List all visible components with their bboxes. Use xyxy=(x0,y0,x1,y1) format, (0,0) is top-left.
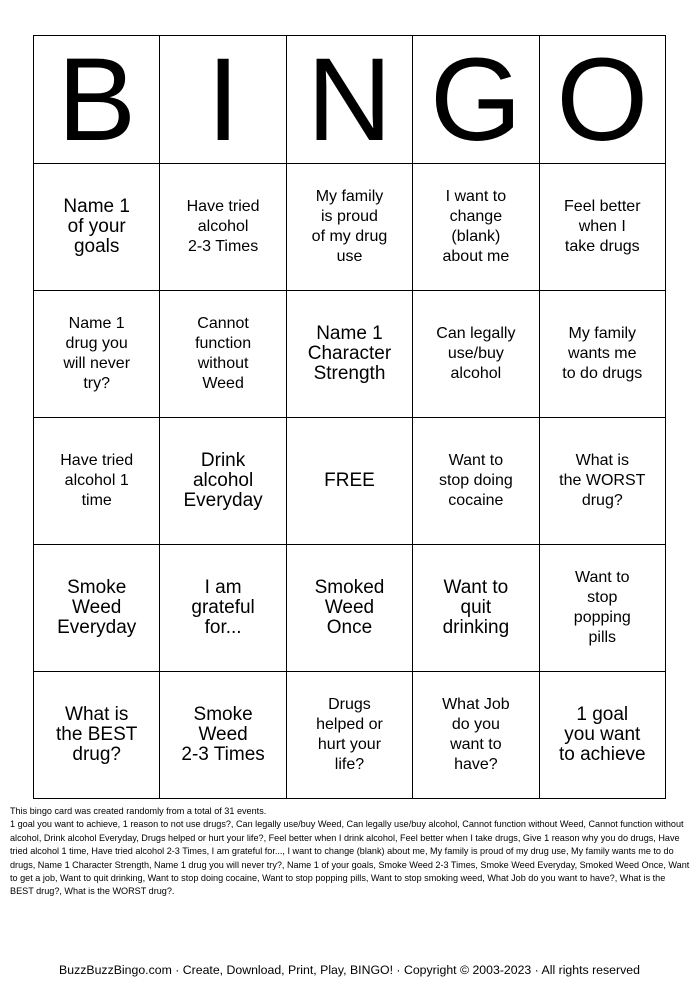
bingo-row xyxy=(34,545,666,672)
cell-text: What is the WORST drug? xyxy=(559,452,646,509)
bingo-cell xyxy=(413,418,539,545)
bingo-cell xyxy=(539,291,665,418)
bingo-cell xyxy=(286,164,412,291)
bingo-cell xyxy=(413,164,539,291)
bingo-cell xyxy=(160,545,286,672)
footer-copyright: BuzzBuzzBingo.com · Create, Download, Print, Play, BINGO! · Copyright © 2003-2023 · All rights reserved xyxy=(59,963,640,977)
bingo-row xyxy=(34,164,666,291)
cell-text: Smoke Weed 2-3 Times xyxy=(181,704,265,765)
bingo-cell xyxy=(413,291,539,418)
free-space-cell xyxy=(286,418,412,545)
cell-text: Cannot function without Weed xyxy=(195,315,252,392)
free-space-text: FREE xyxy=(324,470,375,491)
bingo-cell xyxy=(539,164,665,291)
bingo-cell xyxy=(286,545,412,672)
bingo-cell xyxy=(34,418,160,545)
bingo-cell xyxy=(539,672,665,799)
cell-text: I want to change (blank) about me xyxy=(442,188,510,265)
header-letter-o: O xyxy=(539,36,665,164)
cell-text: Drink alcohol Everyday xyxy=(183,450,263,511)
cell-text: What Job do you want to have? xyxy=(442,696,510,773)
bingo-cell xyxy=(34,291,160,418)
cell-text: Can legally use/buy alcohol xyxy=(436,325,516,382)
bingo-cell xyxy=(160,672,286,799)
cell-text: Want to stop doing cocaine xyxy=(438,452,513,509)
bingo-cell xyxy=(539,418,665,545)
bingo-cell xyxy=(160,291,286,418)
cell-text: Drugs helped or hurt your life? xyxy=(316,696,383,773)
bingo-cell xyxy=(413,545,539,672)
cell-text: What is the BEST drug? xyxy=(56,704,138,765)
event-count-text: This bingo card was created randomly from a total of 31 events. xyxy=(10,806,267,816)
cell-text: Smoked Weed Once xyxy=(314,577,385,638)
header-letter-i: I xyxy=(160,36,286,164)
bingo-header-row xyxy=(34,36,666,164)
cell-text: Name 1 Character Strength xyxy=(307,323,392,384)
cell-text: Name 1 drug you will never try? xyxy=(63,315,131,392)
bingo-row xyxy=(34,418,666,545)
cell-text: Name 1 of your goals xyxy=(63,196,130,257)
bingo-row xyxy=(34,291,666,418)
bingo-cell xyxy=(539,545,665,672)
cell-text: Want to stop popping pills xyxy=(573,569,631,646)
bingo-cell xyxy=(34,164,160,291)
bingo-cell xyxy=(413,672,539,799)
bingo-cell xyxy=(286,672,412,799)
header-letter-g: G xyxy=(413,36,539,164)
cell-text: Have tried alcohol 2-3 Times xyxy=(186,198,260,255)
header-letter-n: N xyxy=(286,36,412,164)
cell-text: Want to quit drinking xyxy=(442,577,510,638)
header-letter-b: B xyxy=(34,36,160,164)
event-list-note xyxy=(10,805,690,899)
bingo-row xyxy=(34,672,666,799)
cell-text: My family is proud of my drug use xyxy=(311,188,388,265)
cell-text: 1 goal you want to achieve xyxy=(558,704,646,765)
bingo-cell xyxy=(34,672,160,799)
cell-text: Smoke Weed Everyday xyxy=(57,577,137,638)
event-list-text: 1 goal you want to achieve, 1 reason to not use drugs?, Can legally use/buy Weed, Can legally use/buy alcohol, Cannot function without Weed, Cannot function without alcohol, Drink alcohol Everyday, Drugs helped or hurt your life?, Feel better when I drink alcohol, Feel better when I take drugs, Give 1 reason why you do drugs, Have tried alcohol 1 time, Have tried alcohol 2-3 Times, I am grateful for..., I want to change (blank) about me, My family is proud of my drug use, My family wants me to do drugs, Name 1 Character Strength, Name 1 drug you will never try?, Name 1 of your goals, Smoke Weed 2-3 Times, Smoke Weed Everyday, Smoked Weed Once, Want to get a job, Want to quit drinking, Want to stop doing cocaine, Want to stop popping pills, Want to stop smoking weed, What Job do you want to have?, What is the BEST drug?, What is the WORST drug?. xyxy=(10,819,690,897)
bingo-cell xyxy=(160,164,286,291)
cell-text: Have tried alcohol 1 time xyxy=(60,452,134,509)
bingo-cell xyxy=(286,291,412,418)
cell-text: I am grateful for... xyxy=(191,577,255,638)
cell-text: My family wants me to do drugs xyxy=(562,325,643,382)
bingo-card xyxy=(33,35,666,799)
bingo-cell xyxy=(34,545,160,672)
cell-text: Feel better when I take drugs xyxy=(564,198,641,255)
bingo-cell xyxy=(160,418,286,545)
